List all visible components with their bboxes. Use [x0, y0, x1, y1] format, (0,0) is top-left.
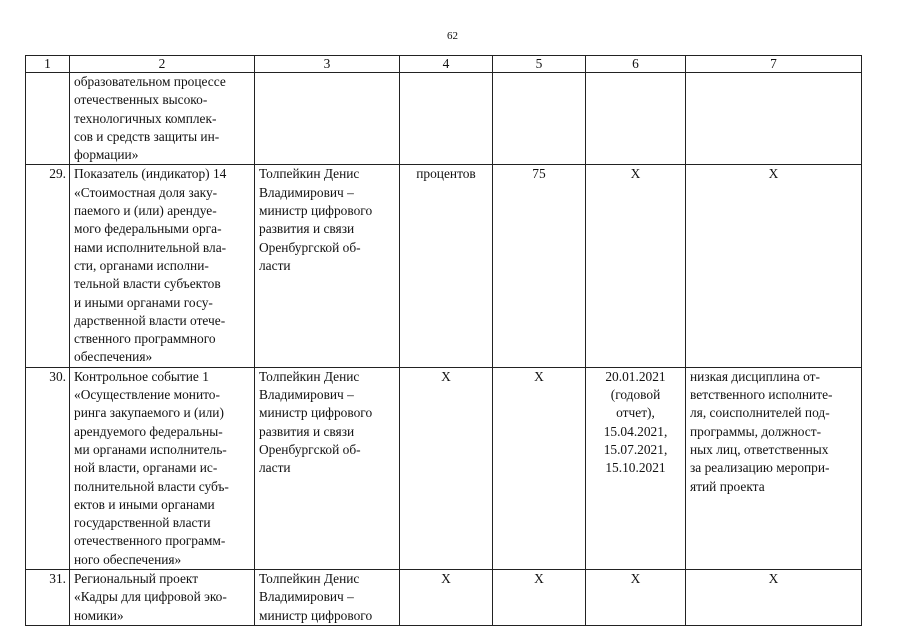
risks-cell: низкая дисциплина от- ветственного исполните- ля, соисполнителей под- программы, должност- ных лиц, ответственных за реализацию меропри- ятий проекта: [686, 367, 862, 569]
deadline-cell: [586, 73, 686, 165]
column-header: 5: [493, 56, 586, 73]
column-header: 4: [400, 56, 493, 73]
table-row: [26, 165, 862, 367]
name-cell: Показатель (индикатор) 14 «Стоимостная доля заку- паемого и (или) арендуе- мого федеральными орга- нами исполнительной вла- сти, органами исполни- тельной власти субъектов и иными органами госу- дарственной власти отече- ственного программного обеспечения»: [70, 165, 255, 367]
column-header: 7: [686, 56, 862, 73]
page-number: 62: [447, 30, 458, 42]
name-cell: Контрольное событие 1 «Осуществление монито- ринга закупаемого и (или) арендуемого федеральны- ми органами исполнитель- ной власти, органами ис- полнительной власти субъ- ектов и иными органами государственной власти отечественного программ- ного обеспечения»: [70, 367, 255, 569]
row-number-cell: [26, 73, 70, 165]
row-number-cell: 29.: [26, 165, 70, 367]
value-cell: 75: [493, 165, 586, 367]
risks-cell: Х: [686, 570, 862, 626]
value-cell: [493, 73, 586, 165]
value-cell: Х: [493, 367, 586, 569]
table-row: [26, 570, 862, 626]
table-row: [26, 367, 862, 569]
unit-cell: Х: [400, 367, 493, 569]
column-header: 1: [26, 56, 70, 73]
table-header-row: [26, 56, 862, 73]
unit-cell: процентов: [400, 165, 493, 367]
row-number-cell: 30.: [26, 367, 70, 569]
table-row: [26, 73, 862, 165]
responsible-cell: Толпейкин Денис Владимирович – министр цифрового: [255, 570, 400, 626]
column-header: 6: [586, 56, 686, 73]
deadline-cell: Х: [586, 570, 686, 626]
value-cell: Х: [493, 570, 586, 626]
row-number-cell: 31.: [26, 570, 70, 626]
risks-cell: [686, 73, 862, 165]
deadline-cell: Х: [586, 165, 686, 367]
column-header: 2: [70, 56, 255, 73]
responsible-cell: Толпейкин Денис Владимирович – министр цифрового развития и связи Оренбургской об- ласти: [255, 165, 400, 367]
deadline-cell: 20.01.2021 (годовой отчет), 15.04.2021, 15.07.2021, 15.10.2021: [586, 367, 686, 569]
column-header: 3: [255, 56, 400, 73]
name-cell: Региональный проект «Кадры для цифровой эко- номики»: [70, 570, 255, 626]
document-table: [25, 55, 862, 626]
responsible-cell: [255, 73, 400, 165]
unit-cell: [400, 73, 493, 165]
risks-cell: Х: [686, 165, 862, 367]
unit-cell: Х: [400, 570, 493, 626]
name-cell: образовательном процессе отечественных высоко- технологичных комплек- сов и средств защиты ин- формации»: [70, 73, 255, 165]
responsible-cell: Толпейкин Денис Владимирович – министр цифрового развития и связи Оренбургской об- ласти: [255, 367, 400, 569]
